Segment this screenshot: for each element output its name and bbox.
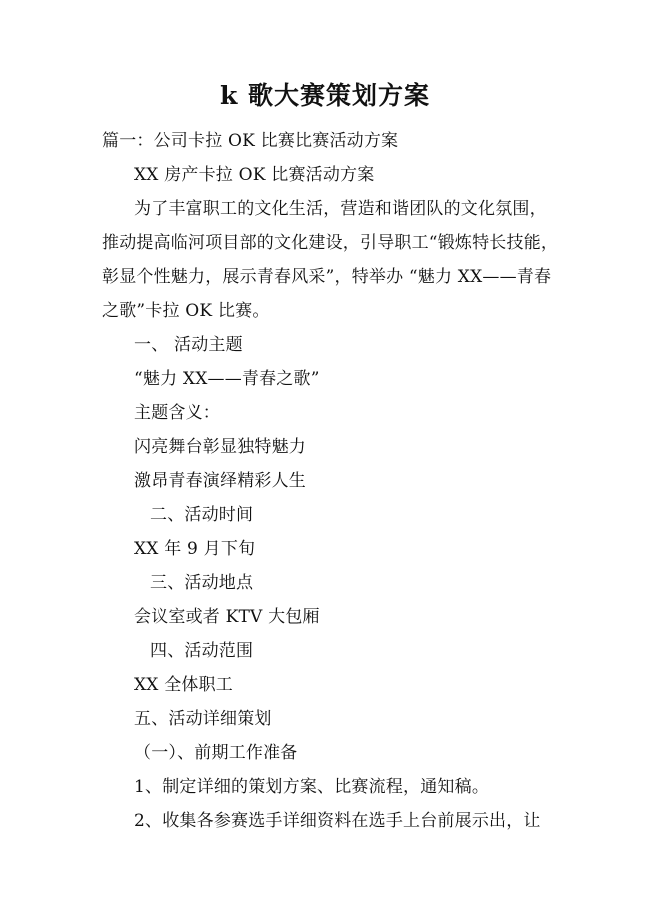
paragraph-line: 推动提高临河项目部的文化建设，引导职工“锻炼特长技能， [102,233,559,253]
subtitle-line: XX 房产卡拉 OK 比赛活动方案 [134,165,375,185]
section-heading-scope: 四、活动范围 [150,641,254,661]
section-heading-part-one: 篇一：公司卡拉 OK 比赛比赛活动方案 [102,131,399,151]
list-item: 1、制定详细的策划方案、比赛流程，通知稿。 [134,777,490,797]
section-heading-detailed-plan: 五、活动详细策划 [134,709,272,729]
list-item: 2、收集各参赛选手详细资料在选手上台前展示出，让 [134,811,541,831]
paragraph-line: 彰显个性魅力，展示青春风采”，特举办 “魅力 XX——青春 [102,267,552,287]
document-title: k 歌大赛策划方案 [219,81,431,110]
subsection-heading-preparation: （一）、前期工作准备 [134,743,298,763]
theme-meaning-line: 激昂青春演绎精彩人生 [134,471,306,491]
theme-text: “魅力 XX——青春之歌” [134,369,320,389]
theme-meaning-line: 闪亮舞台彰显独特魅力 [134,437,306,457]
section-heading-location: 三、活动地点 [150,573,254,593]
paragraph-line: 为了丰富职工的文化生活，营造和谐团队的文化氛围， [134,199,547,219]
paragraph-line: 之歌”卡拉 OK 比赛。 [102,301,270,321]
activity-scope-text: XX 全体职工 [134,675,234,695]
activity-time-text: XX 年 9 月下旬 [134,539,256,559]
section-heading-theme: 一、 活动主题 [134,335,243,355]
section-heading-time: 二、活动时间 [150,505,254,525]
theme-meaning-label: 主题含义： [134,403,220,423]
activity-location-text: 会议室或者 KTV 大包厢 [134,607,320,627]
